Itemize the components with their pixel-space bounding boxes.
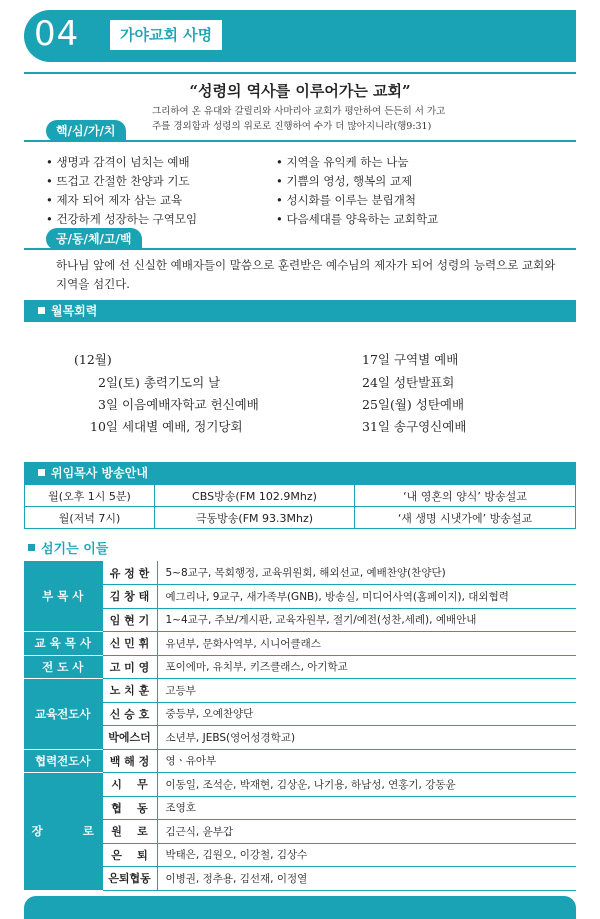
calendar-event: 25일(월) 성탄예배 [362, 397, 465, 412]
broadcast-time: 월(저녁 7시) [25, 507, 155, 529]
staff-category: 교 육 목 사 [24, 632, 102, 656]
staff-name: 협 동 [102, 796, 157, 820]
staff-name: 박에스더 [102, 726, 157, 750]
broadcast-station: CBS방송(FM 102.9Mhz) [155, 485, 355, 507]
staff-name: 유 정 한 [102, 561, 157, 585]
value-item: • 생명과 감격이 넘치는 예배 [46, 153, 197, 172]
staff-name: 시 무 [102, 773, 157, 797]
table-row [24, 749, 576, 773]
broadcast-table [24, 484, 576, 529]
value-item: • 성시화를 이루는 분립개척 [276, 191, 438, 210]
calendar-event: 17일 구역별 예배 [362, 352, 459, 367]
section-number: 04 [34, 14, 80, 54]
staff-section-title [28, 538, 108, 557]
staff-category: 부 목 사 [24, 561, 102, 632]
broadcast-time: 월(오후 1시 5분) [25, 485, 155, 507]
staff-role: 1~4교구, 주보/게시판, 교육자원부, 절기/예전(성찬,세례), 예배안내 [157, 608, 576, 632]
calendar-event: 31일 송구영신예배 [362, 419, 467, 434]
staff-role: 이병권, 정추용, 김선재, 이정열 [157, 867, 576, 891]
staff-role: 김근식, 윤부갑 [157, 820, 576, 844]
staff-title-text: 섬기는 이들 [41, 542, 109, 557]
table-row [24, 632, 576, 656]
staff-name: 신 민 휘 [102, 632, 157, 656]
value-item: • 지역을 유익케 하는 나눔 [276, 153, 438, 172]
calendar-event: 10일 세대별 예배, 정기당회 [90, 419, 243, 434]
table-row [24, 655, 576, 679]
staff-role: 소년부, JEBS(영어성경학교) [157, 726, 576, 750]
staff-name: 신 승 호 [102, 702, 157, 726]
church-motto: “성령의 역사를 이루어가는 교회” [189, 82, 411, 100]
staff-name: 은 퇴 [102, 843, 157, 867]
broadcast-program: ‘새 생명 시냇가에’ 방송설교 [355, 507, 576, 529]
staff-name: 고 미 영 [102, 655, 157, 679]
staff-role: 영ㆍ유아부 [157, 749, 576, 773]
value-item: • 건강하게 성장하는 구역모임 [46, 210, 197, 229]
staff-name: 은퇴협동 [102, 867, 157, 891]
table-row [24, 561, 576, 585]
table-row [24, 608, 576, 632]
staff-role: 5~8교구, 목회행정, 교육위원회, 해외선교, 예배찬양(찬양단) [157, 561, 576, 585]
square-bullet-icon [38, 469, 45, 476]
staff-role: 중등부, 오예찬양단 [157, 702, 576, 726]
square-bullet-icon [38, 307, 45, 314]
staff-role: 고등부 [157, 679, 576, 703]
square-bullet-icon [28, 544, 35, 551]
header-divider [24, 72, 576, 74]
broadcast-program: ‘내 영혼의 양식’ 방송설교 [355, 485, 576, 507]
staff-role: 박태은, 김원오, 이강철, 김상수 [157, 843, 576, 867]
commitment-text: 하나님 앞에 선 신실한 예배자들이 말씀으로 훈련받은 예수님의 제자가 되어 성령의 능력으로 교회와 지역을 섬긴다. [56, 258, 556, 291]
table-row [24, 726, 576, 750]
staff-category: 전 도 사 [24, 655, 102, 679]
broadcast-row [25, 485, 576, 507]
value-item: • 다음세대를 양육하는 교회학교 [276, 210, 438, 229]
table-row [24, 702, 576, 726]
staff-role: 예그리나, 9교구, 새가족부(GNB), 방송실, 미디어사역(홈페이지), 대외협력 [157, 585, 576, 609]
staff-role: 포이에마, 유치부, 키즈클래스, 아기학교 [157, 655, 576, 679]
value-item: • 뜨겁고 간절한 찬양과 기도 [46, 172, 197, 191]
broadcast-station: 극동방송(FM 93.3Mhz) [155, 507, 355, 529]
core-values-left [46, 153, 197, 229]
broadcast-title: 위임목사 방송안내 [51, 466, 148, 480]
staff-name: 김 창 태 [102, 585, 157, 609]
staff-name: 원 로 [102, 820, 157, 844]
table-row [24, 820, 576, 844]
calendar-month: (12월) [74, 352, 112, 367]
staff-category: 교육전도사 [24, 679, 102, 750]
page-header [24, 10, 576, 62]
table-row [24, 867, 576, 891]
verse-line-1: 그리하여 온 유대와 갈릴리와 사마리아 교회가 평안하여 든든히 서 가고 [152, 106, 446, 117]
page-footer [24, 896, 576, 919]
core-values-label: 핵/심/가/치 [46, 120, 126, 142]
table-row [24, 796, 576, 820]
staff-category: 협력전도사 [24, 749, 102, 773]
calendar-event: 3일 이음예배자학교 헌신예배 [98, 397, 259, 412]
table-row [24, 843, 576, 867]
value-item: • 기쁨의 영성, 행복의 교제 [276, 172, 438, 191]
staff-category: 장 로 [24, 773, 102, 891]
table-row [24, 679, 576, 703]
calendar-event: 2일(토) 총력기도의 날 [98, 375, 221, 390]
staff-table [24, 561, 576, 891]
staff-role: 유년부, 문화사역부, 시니어클래스 [157, 632, 576, 656]
broadcast-section-bar [24, 462, 576, 484]
staff-name: 임 현 기 [102, 608, 157, 632]
table-row [24, 773, 576, 797]
calendar-event: 24일 성탄발표회 [362, 375, 455, 390]
broadcast-row [25, 507, 576, 529]
calendar-section-bar [24, 300, 576, 322]
verse-line-2: 주를 경외함과 성령의 위로로 진행하여 수가 더 많아지니라(행9:31) [152, 121, 432, 132]
value-item: • 제자 되어 제자 삼는 교육 [46, 191, 197, 210]
page-title: 가야교회 사명 [110, 20, 222, 50]
core-values-right [276, 153, 438, 229]
calendar-title: 월목회력 [51, 304, 98, 318]
staff-name: 백 해 정 [102, 749, 157, 773]
staff-role: 조영호 [157, 796, 576, 820]
commitment-label: 공/동/체/고/백 [46, 228, 142, 250]
table-row [24, 585, 576, 609]
staff-name: 노 치 훈 [102, 679, 157, 703]
staff-role: 이동일, 조석순, 박재현, 김상운, 나기용, 하남성, 연홍기, 강동윤 [157, 773, 576, 797]
scripture-verse [152, 104, 572, 134]
